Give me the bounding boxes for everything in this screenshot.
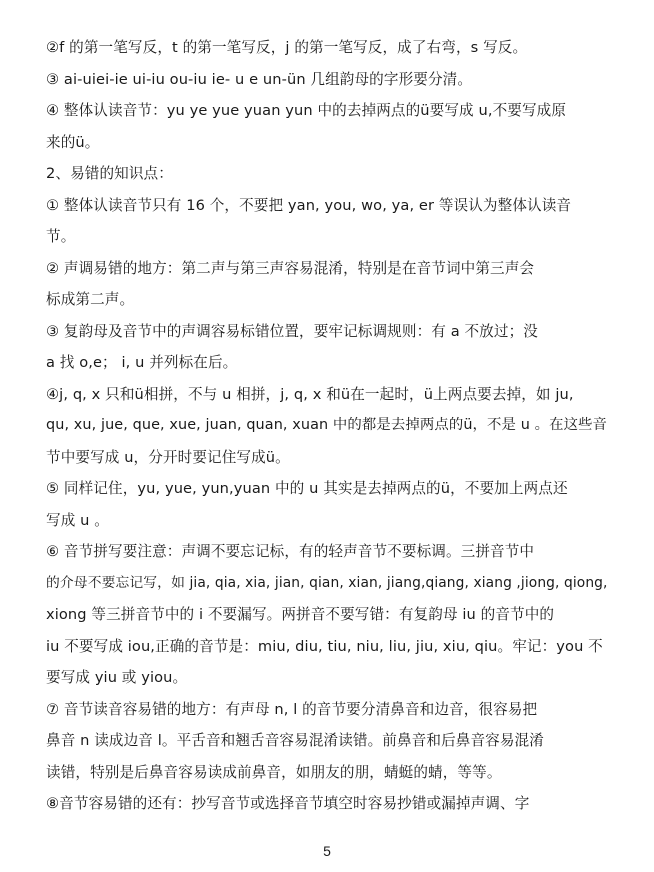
text-line: ② 声调易错的地方：第二声与第三声容易混淆，特别是在音节词中第三声会 [46,259,535,277]
text-line: iu 不要写成 iou,正确的音节是：miu, diu, tiu, niu, liu, jiu, xiu, qiu。牢记：you 不 [46,637,603,655]
text-line: 要写成 yiu 或 yiou。 [46,669,188,686]
text-line: ④j, q, x 只和ü相拼，不与 u 相拼，j, q, x 和ü在一起时，ü上两点要去掉，如 ju, [46,385,574,403]
text-line: ②f 的第一笔写反，t 的第一笔写反，j 的第一笔写反，成了右弯，s 写反。 [46,39,528,56]
text-line: ⑦ 音节读音容易错的地方：有声母 n, l 的音节要分清鼻音和边音，很容易把 [46,700,538,718]
text-line: 标成第二声。 [46,291,135,308]
text-line: ⑤ 同样记住，yu, yue, yun,yuan 中的 u 其实是去掉两点的ü，不要加上两点还 [46,480,568,497]
document-body [46,32,612,820]
text-line: 的介母不要忘记写，如 jia, qia, xia, jian, qian, xian, jiang,qiang, xiang ,jiong, qiong, [46,574,608,591]
text-line: ① 整体认读音节只有 16 个，不要把 yan, you, wo, ya, er 等误认为整体认读音 [46,196,572,214]
text-line: 读错，特别是后鼻音容易读成前鼻音，如朋友的朋，蜻蜓的蜻，等等。 [46,763,502,781]
text-line: ④ 整体认读音节：yu ye yue yuan yun 中的去掉两点的ü要写成 u,不要写成原 [46,102,567,119]
text-line: xiong 等三拼音节中的 i 不要漏写。两拼音不要写错：有复韵母 iu 的音节中的 [46,606,555,623]
text-line: ⑧音节容易错的还有：抄写音节或选择音节填空时容易抄错或漏掉声调、字 [46,795,530,812]
text-line: 来的ü。 [46,133,100,151]
text-line: ⑥ 音节拼写要注意：声调不要忘记标，有的轻声音节不要标调。三拼音节中 [46,543,535,560]
page-number: 5 [323,843,331,859]
text-line: 节中要写成 u，分开时要记住写成ü。 [46,448,290,466]
text-line: 写成 u 。 [46,511,109,529]
text-line: 鼻音 n 读成边音 l。平舌音和翘舌音容易混淆读错。前鼻音和后鼻音容易混淆 [46,732,544,749]
text-line: ③ ai-uiei-ie ui-iu ou-iu ie- u e un-ün 几组韵母的字形要分清。 [46,70,473,88]
section-heading: 2、易错的知识点： [46,165,173,182]
text-line: ③ 复韵母及音节中的声调容易标错位置，要牢记标调规则：有 a 不放过；没 [46,322,538,340]
text-line: qu, xu, jue, que, xue, juan, quan, xuan 中的都是去掉两点的ü，不是 u 。在这些音 [46,417,608,433]
text-line: 节。 [46,228,76,245]
text-line: a 找 o,e； i, u 并列标在后。 [46,354,238,371]
